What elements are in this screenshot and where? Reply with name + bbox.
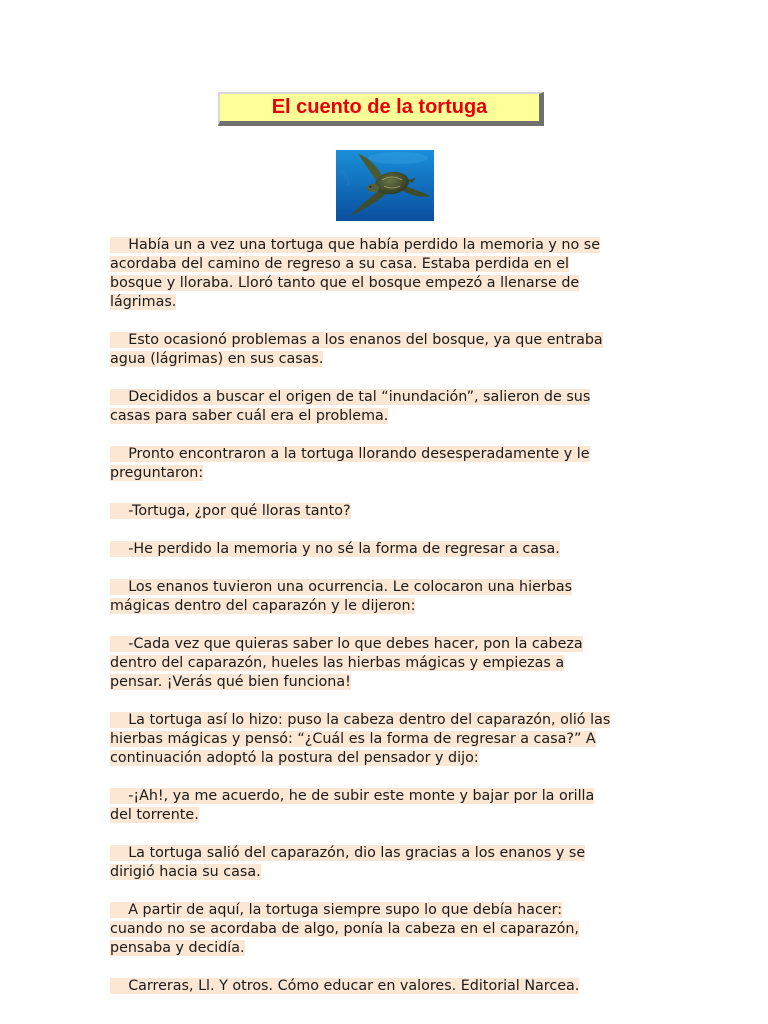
paragraph-line: Carreras, Ll. Y otros. Cómo educar en valores. Editorial Narcea. — [110, 978, 580, 994]
paragraph-line: La tortuga así lo hizo: puso la cabeza dentro del caparazón, olió las — [110, 712, 611, 728]
paragraph-line: lágrimas. — [110, 294, 177, 310]
paragraph-2 — [110, 331, 662, 369]
paragraph-line: hierbas mágicas y pensó: “¿Cuál es la forma de regresar a casa?” A — [110, 731, 596, 747]
paragraph-line: pensaba y decidía. — [110, 940, 245, 956]
paragraph-8 — [110, 635, 662, 692]
paragraph-line: casas para saber cuál era el problema. — [110, 408, 389, 424]
paragraph-line: acordaba del camino de regreso a su casa. Estaba perdida en el — [110, 256, 570, 272]
paragraph-line: Pronto encontraron a la tortuga llorando desesperadamente y le — [110, 446, 590, 462]
paragraph-5 — [110, 502, 662, 521]
paragraph-4 — [110, 445, 662, 483]
title-box — [218, 92, 544, 126]
paragraph-line: Decididos a buscar el origen de tal “inundación”, salieron de sus — [110, 389, 591, 405]
paragraph-line: del torrente. — [110, 807, 199, 823]
paragraph-line: La tortuga salió del caparazón, dio las gracias a los enanos y se — [110, 845, 586, 861]
story-text — [110, 236, 662, 1015]
paragraph-line: dentro del caparazón, hueles las hierbas mágicas y empiezas a — [110, 655, 565, 671]
paragraph-7 — [110, 578, 662, 616]
paragraph-line: Los enanos tuvieron una ocurrencia. Le colocaron una hierbas — [110, 579, 573, 595]
paragraph-10 — [110, 787, 662, 825]
paragraph-line: cuando no se acordaba de algo, ponía la cabeza en el caparazón, — [110, 921, 579, 937]
citation — [110, 977, 662, 996]
paragraph-line: preguntaron: — [110, 465, 204, 481]
paragraph-line: mágicas dentro del caparazón y le dijeron: — [110, 598, 416, 614]
paragraph-3 — [110, 388, 662, 426]
paragraph-line: -He perdido la memoria y no sé la forma de regresar a casa. — [110, 541, 560, 557]
paragraph-line: dirigió hacia su casa. — [110, 864, 261, 880]
paragraph-line: Había un a vez una tortuga que había perdido la memoria y no se — [110, 237, 601, 253]
paragraph-6 — [110, 540, 662, 559]
paragraph-1 — [110, 236, 662, 312]
paragraph-line: -Tortuga, ¿por qué lloras tanto? — [110, 503, 351, 519]
paragraph-11 — [110, 844, 662, 882]
paragraph-9 — [110, 711, 662, 768]
paragraph-line: Esto ocasionó problemas a los enanos del bosque, ya que entraba — [110, 332, 603, 348]
paragraph-line: agua (lágrimas) en sus casas. — [110, 351, 324, 367]
paragraph-line: continuación adoptó la postura del pensador y dijo: — [110, 750, 479, 766]
paragraph-line: bosque y lloraba. Lloró tanto que el bosque empezó a llenarse de — [110, 275, 580, 291]
sea-turtle-icon — [336, 150, 434, 221]
page-title: El cuento de la tortuga — [271, 96, 488, 118]
paragraph-line: pensar. ¡Verás qué bien funciona! — [110, 674, 351, 690]
paragraph-line: -¡Ah!, ya me acuerdo, he de subir este monte y bajar por la orilla — [110, 788, 595, 804]
paragraph-12 — [110, 901, 662, 958]
paragraph-line: A partir de aquí, la tortuga siempre supo lo que debía hacer: — [110, 902, 563, 918]
paragraph-line: -Cada vez que quieras saber lo que debes hacer, pon la cabeza — [110, 636, 583, 652]
